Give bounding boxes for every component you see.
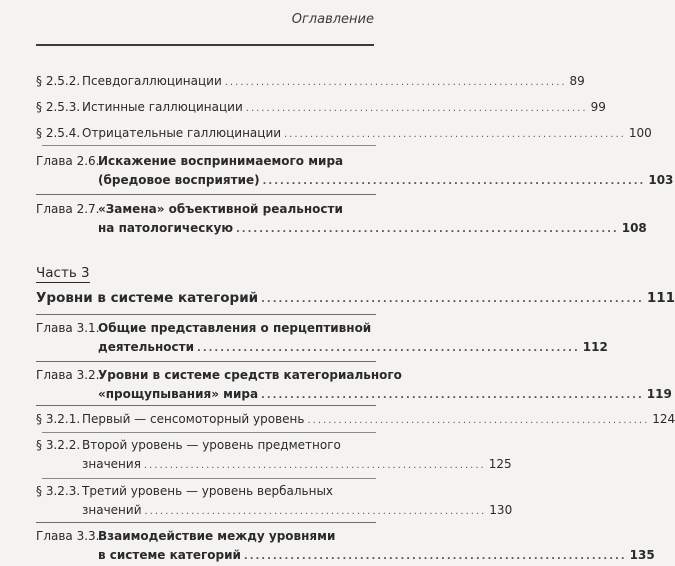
divider: [36, 314, 376, 315]
entry-title-line-2: на патологическую: [98, 221, 233, 235]
toc-entry-part-3[interactable]: [36, 288, 675, 310]
toc-entry-chapter-3-2[interactable]: [36, 366, 672, 405]
entry-title-line-2: значения: [82, 457, 141, 471]
leader-dots: ..................................................................: [245, 103, 588, 114]
entry-title-line-2: значений: [82, 503, 142, 517]
entry-title-line-2: деятельности: [98, 340, 195, 354]
entry-page: 100: [628, 126, 652, 140]
entry-title: Первый — сенсомоторный уровень: [82, 412, 305, 426]
entry-page: 124: [652, 412, 675, 426]
entry-page: 125: [488, 457, 512, 471]
toc-entry-chapter-3-3[interactable]: [36, 527, 655, 566]
entry-number: § 2.5.4.: [36, 126, 81, 140]
entry-number: Глава 2.7.: [36, 202, 100, 216]
toc-entry-chapter-3-1[interactable]: [36, 319, 608, 358]
entry-number: Глава 3.2.: [36, 368, 100, 382]
entry-title: Истинные галлюцинации: [82, 100, 243, 114]
toc-entry-2-5-2[interactable]: [36, 72, 585, 92]
part-label: Часть 3: [36, 265, 90, 281]
entry-title: Отрицательные галлюцинации: [82, 126, 282, 140]
leader-dots: ..................................................................: [224, 77, 567, 88]
entry-number: § 3.2.2.: [36, 438, 81, 452]
divider: [36, 405, 376, 406]
toc-entry-chapter-2-7[interactable]: [36, 200, 647, 239]
entry-number: § 3.2.3.: [36, 484, 81, 498]
leader-dots: ..................................................................: [284, 129, 626, 140]
part-title: Уровни в системе категорий: [36, 290, 259, 306]
entry-page: 89: [569, 74, 585, 88]
entry-number: Глава 2.6.: [36, 154, 100, 168]
leader-dots: ..................................................................: [236, 224, 619, 235]
entry-title-line-1: Искажение воспринимаемого мира: [98, 154, 344, 168]
toc-entry-chapter-2-6[interactable]: [36, 152, 674, 191]
leader-dots: ..................................................................: [307, 415, 650, 426]
toc-entry-3-2-1[interactable]: [36, 410, 675, 430]
entry-title-line-2: в системе категорий: [98, 548, 241, 562]
entry-title-line-1: Третий уровень — уровень вербальных: [82, 484, 334, 498]
entry-number: § 3.2.1.: [36, 412, 81, 426]
toc-entry-3-2-2[interactable]: [36, 436, 512, 475]
part-page: 111: [646, 290, 675, 306]
toc-entry-3-2-3[interactable]: [36, 482, 513, 521]
leader-dots: ..................................................................: [261, 294, 644, 305]
entry-title-line-1: Второй уровень — уровень предметного: [82, 438, 341, 452]
entry-title-line-2: (бредовое восприятие): [98, 173, 260, 187]
entry-page: 112: [582, 340, 608, 354]
toc-entry-2-5-3[interactable]: [36, 98, 606, 118]
entry-title-line-1: Взаимодействие между уровнями: [98, 529, 336, 543]
entry-number: § 2.5.2.: [36, 74, 81, 88]
leader-dots: ..................................................................: [143, 460, 486, 471]
entry-title-line-1: Общие представления о перцептивной: [98, 321, 372, 335]
entry-title-line-1: Уровни в системе средств категориального: [98, 368, 402, 382]
entry-number: § 2.5.3.: [36, 100, 81, 114]
entry-number: Глава 3.3.: [36, 529, 100, 543]
entry-page: 135: [629, 548, 655, 562]
divider: [36, 522, 376, 523]
entry-page: 103: [648, 173, 674, 187]
header-title: Оглавление: [291, 12, 374, 27]
entry-page: 108: [621, 221, 647, 235]
leader-dots: ..................................................................: [261, 390, 644, 401]
toc-entry-2-5-4[interactable]: [36, 124, 652, 144]
entry-number: Глава 3.1.: [36, 321, 100, 335]
entry-page: 99: [590, 100, 606, 114]
leader-dots: ..................................................................: [197, 343, 580, 354]
divider: [42, 145, 376, 146]
divider: [42, 478, 376, 479]
entry-title-line-2: «прощупывания» мира: [98, 387, 259, 401]
divider: [36, 194, 376, 195]
entry-title-line-1: «Замена» объективной реальности: [98, 202, 343, 216]
entry-page: 119: [646, 387, 672, 401]
leader-dots: ..................................................................: [262, 176, 646, 187]
divider: [36, 361, 376, 362]
leader-dots: ..................................................................: [144, 506, 487, 517]
divider: [42, 432, 376, 433]
entry-title: Псевдогаллюцинации: [82, 74, 222, 88]
entry-page: 130: [489, 503, 513, 517]
leader-dots: ..................................................................: [243, 551, 627, 562]
page-header: [36, 0, 374, 46]
